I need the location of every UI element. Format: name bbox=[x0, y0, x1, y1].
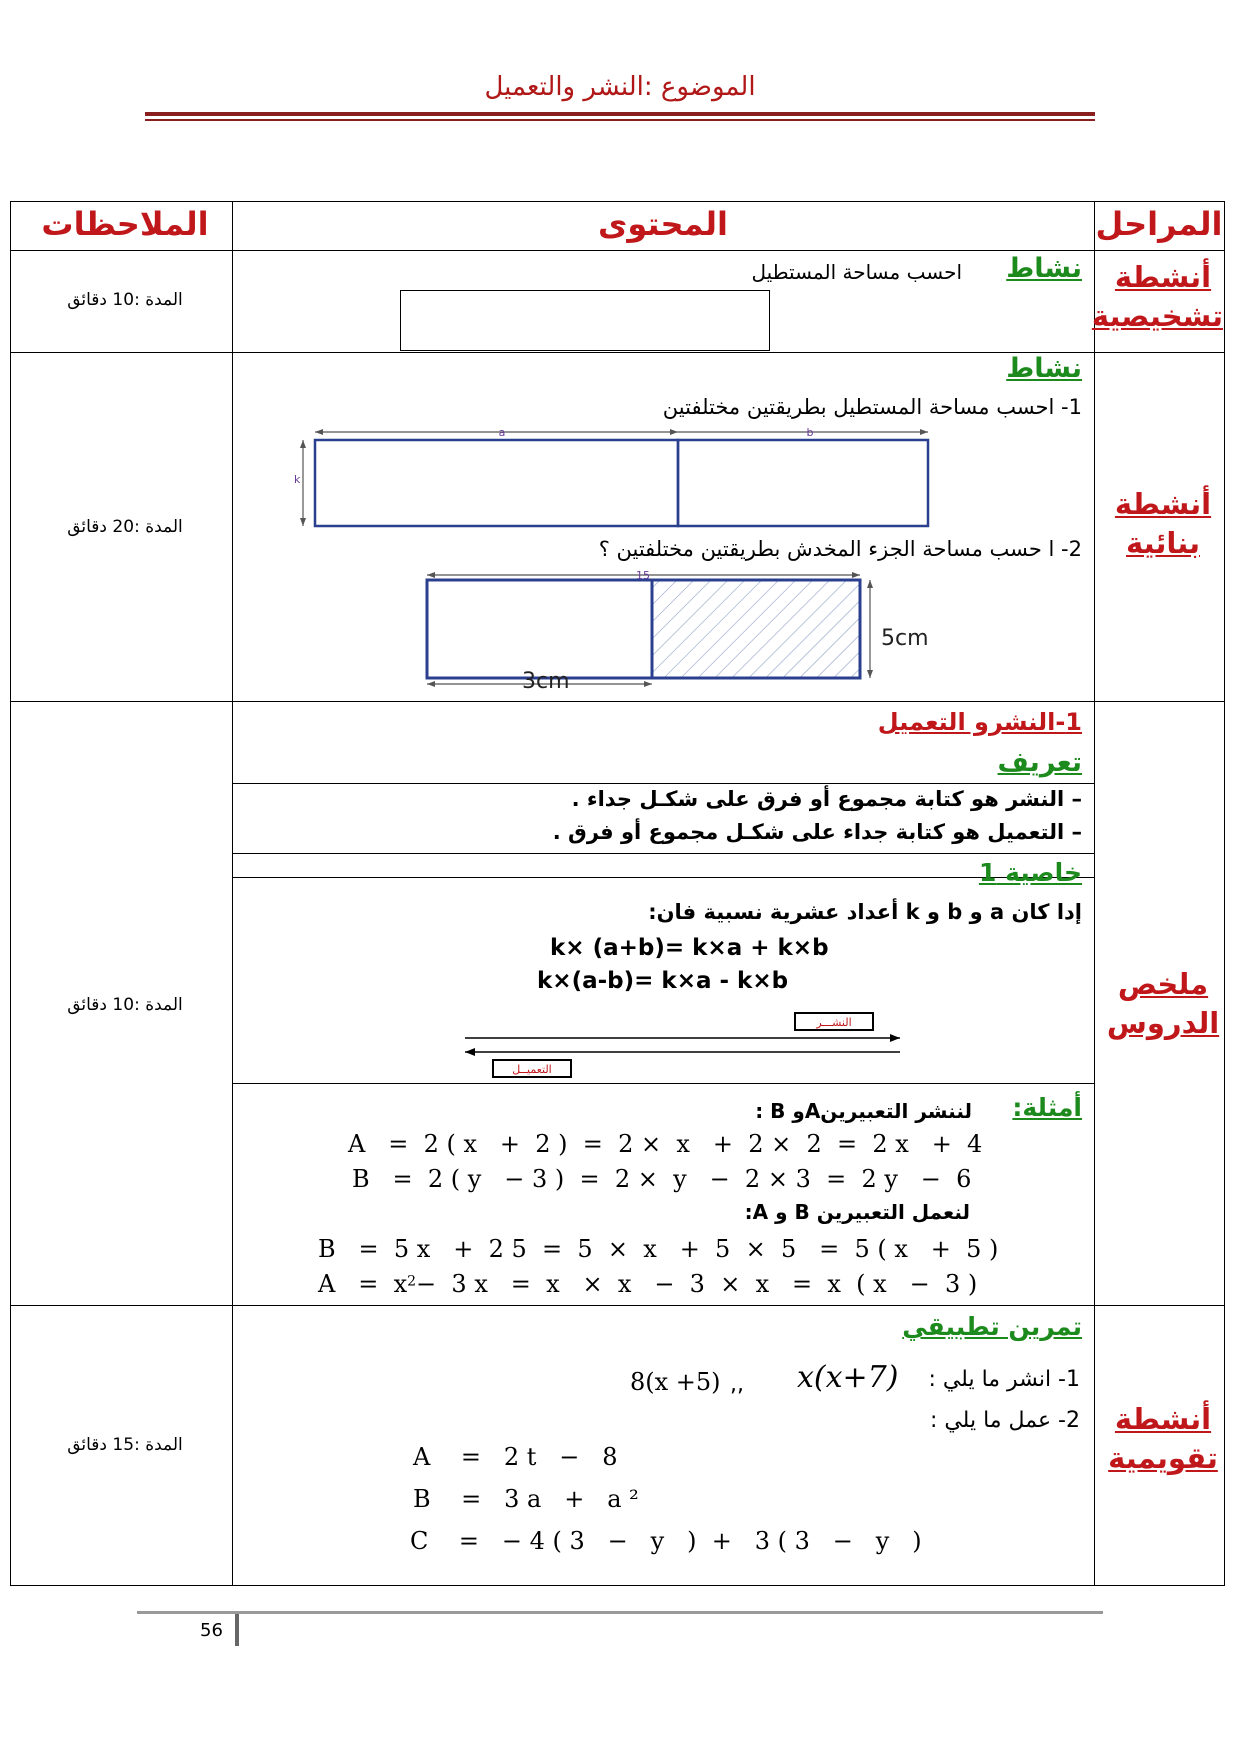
activity-instruction-1: احسب مساحة المستطيل bbox=[751, 260, 962, 284]
exercise-q2: 2- عمل ما يلي : bbox=[929, 1408, 1080, 1433]
definition-label: تعريف bbox=[997, 747, 1082, 778]
question-2: 2- ا حسب مساحة الجزء المخدش بطريقتين مختلفتين ؟ bbox=[598, 537, 1082, 561]
header-notes: الملاحظات bbox=[41, 205, 209, 243]
label-a: a bbox=[498, 426, 506, 439]
note-duration-4: المدة :15 دقائق bbox=[67, 1435, 183, 1455]
table-header-bottom bbox=[10, 250, 1225, 251]
table-border-bottom bbox=[10, 1585, 1225, 1586]
stage-evaluation: أنشطة تقويمية bbox=[1108, 1402, 1218, 1476]
formula-distributive-diff: k×(a-b)= k×a - k×b bbox=[537, 968, 789, 994]
label-k: k bbox=[294, 473, 301, 486]
arrow-label-factor: التعميــل bbox=[512, 1063, 552, 1076]
example-factor-A-part2: − 3 x = x × x − 3 × x = x ( x − 3 ) bbox=[416, 1270, 978, 1298]
header-content: المحتوى bbox=[598, 205, 728, 243]
subrow-line-1 bbox=[232, 783, 1094, 784]
example-factor-A-part1: A = x bbox=[318, 1270, 408, 1298]
expand-factor-arrows bbox=[455, 1005, 915, 1080]
title-underline bbox=[145, 112, 1095, 116]
exercise-label: تمرين تطبيقي bbox=[902, 1312, 1082, 1341]
expand-title: لننشر التعبيرينAو B : bbox=[755, 1099, 972, 1123]
exercise-B: B = 3 a + a ² bbox=[413, 1485, 639, 1513]
stage-summary: ملخص الدروس bbox=[1106, 967, 1220, 1041]
definition-2: – التعميل هو كتابة جداء على شكـل مجموع أو فرق . bbox=[552, 820, 1082, 844]
factor-title: لنعمل التعبيرين B و A: bbox=[744, 1200, 970, 1224]
footer-divider bbox=[235, 1614, 239, 1646]
col-divider-notes bbox=[232, 201, 233, 1586]
definition-1: – النشر هو كتابة مجموع أو فرق على شكـل جداء . bbox=[571, 787, 1082, 811]
label-15: 15 bbox=[636, 570, 650, 582]
example-factor-A bbox=[318, 1270, 977, 1298]
rectangle-figure-1 bbox=[290, 425, 940, 535]
table-border-right bbox=[1224, 201, 1225, 1586]
table-border-left bbox=[10, 201, 11, 1586]
label-5cm: 5cm bbox=[881, 626, 929, 651]
rectangle-figure-2 bbox=[415, 570, 935, 700]
note-duration-2: المدة :20 دقائق bbox=[67, 517, 183, 537]
activity-label-2: نشاط bbox=[1006, 353, 1082, 384]
exercise-separator: ,, bbox=[730, 1372, 744, 1397]
examples-label: أمثلة: bbox=[1012, 1093, 1082, 1122]
col-divider-stages bbox=[1094, 201, 1095, 1586]
subrow-line-2 bbox=[232, 853, 1094, 854]
subrow-line-4 bbox=[232, 1083, 1094, 1084]
rectangle-box bbox=[400, 290, 770, 351]
question-1: 1- احسب مساحة المستطيل بطريقتين مختلفتين bbox=[662, 395, 1082, 419]
example-expand-B: B = 2 ( y − 3 ) = 2 × y − 2 × 3 = 2 y − 6 bbox=[352, 1165, 972, 1193]
arrow-label-expand: النشـــر bbox=[816, 1016, 852, 1029]
title-underline-thin bbox=[145, 119, 1095, 121]
header-stages: المراحل bbox=[1095, 205, 1223, 243]
stage-constructive: أنشطة بنائية bbox=[1114, 487, 1212, 561]
page-title: الموضوع :النشر والتعميل bbox=[484, 72, 756, 102]
exercise-C: C = − 4 ( 3 − y ) + 3 ( 3 − y ) bbox=[410, 1527, 922, 1555]
example-expand-A: A = 2 ( x + 2 ) = 2 × x + 2 × 2 = 2 x + 4 bbox=[348, 1130, 983, 1158]
example-factor-B: B = 5 x + 2 5 = 5 × x + 5 × 5 = 5 ( x + 5 ) bbox=[318, 1235, 999, 1263]
page-number: 56 bbox=[200, 1620, 223, 1641]
label-b: b bbox=[806, 426, 814, 439]
label-3cm: 3cm bbox=[522, 669, 570, 694]
note-duration-1: المدة :10 دقائق bbox=[67, 290, 183, 310]
exercise-q1: 1- انشر ما يلي : bbox=[928, 1367, 1080, 1392]
example-factor-A-exponent: 2 bbox=[407, 1273, 417, 1290]
formula-distributive-sum: k× (a+b)= k×a + k×b bbox=[550, 935, 829, 961]
exercise-A: A = 2 t − 8 bbox=[413, 1443, 618, 1471]
property-text: إدا كان a و b و k أعداد عشرية نسبية فان: bbox=[648, 900, 1082, 924]
activity-label-1: نشاط bbox=[1006, 253, 1082, 284]
stage-diagnostic: أنشطة تشخيصية bbox=[1091, 260, 1223, 334]
exercise-expr-2: 8(x +5) bbox=[630, 1368, 721, 1396]
table-border-top bbox=[10, 201, 1225, 202]
exercise-expr-1: x(x+7) bbox=[797, 1360, 899, 1395]
row-divider-3 bbox=[10, 1305, 1225, 1306]
row-divider-2 bbox=[10, 701, 1225, 702]
section-title: 1-النشرو التعميل bbox=[877, 708, 1082, 736]
subrow-line-3 bbox=[232, 877, 1094, 878]
property-label: خاصية 1 bbox=[978, 858, 1082, 887]
footer-line bbox=[137, 1611, 1103, 1614]
note-duration-3: المدة :10 دقائق bbox=[67, 995, 183, 1015]
